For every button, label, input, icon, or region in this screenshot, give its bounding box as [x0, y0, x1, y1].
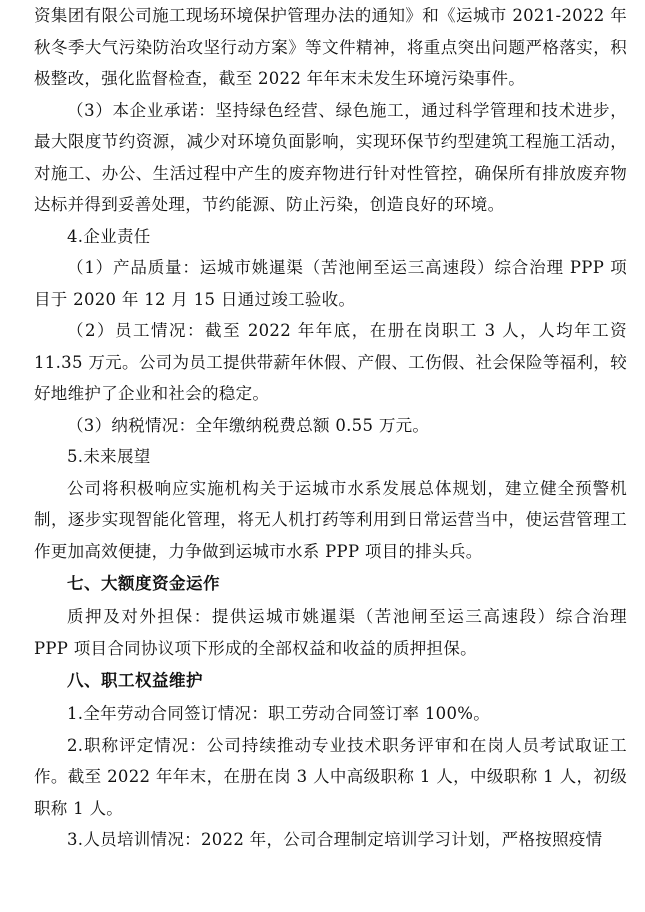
- paragraph-employee-status: （2）员工情况：截至 2022 年年底，在册在岗职工 3 人，人均年工资 11.35 万元。公司为员工提供带薪年休假、产假、工伤假、社会保险等福利，较好地维护了企业和社会的稳定。: [34, 321, 627, 403]
- section-heading-employee-rights: 八、职工权益维护: [67, 671, 203, 690]
- paragraph-environment-notice: 资集团有限公司施工现场环境保护管理办法的通知》和《运城市 2021-2022 年秋冬季大气污染防治攻坚行动方案》等文件精神，将重点突出问题严格落实，积极整改，强化监督检查，截至 2022 年年末未发生环境污染事件。: [34, 6, 627, 88]
- paragraph-labor-contracts: 1.全年劳动合同签订情况：职工劳动合同签订率 100%。: [67, 704, 491, 723]
- paragraph-future-outlook: 公司将积极响应实施机构关于运城市水系发展总体规划，建立健全预警机制，逐步实现智能化管理，将无人机打药等利用到日常运营当中，使运营管理工作更加高效便捷，力争做到运城市水系 PPP 项目的排头兵。: [34, 478, 627, 561]
- section-heading-large-fund-operation: 七、大额度资金运作: [67, 574, 220, 593]
- paragraph-title-evaluation: 2.职称评定情况：公司持续推动专业技术职务评审和在岗人员考试取证工作。截至 2022 年年末，在册在岗 3 人中高级职称 1 人，中级职称 1 人，初级职称 1 人。: [34, 735, 627, 818]
- paragraph-company-commitment: （3）本企业承诺：坚持绿色经营、绿色施工，通过科学管理和技术进步，最大限度节约资源，减少对环境负面影响，实现环保节约型建筑工程施工活动，对施工、办公、生活过程中产生的废弃物进行针对性管控，确保所有排放废弃物达标并得到妥善处理，节约能源、防止污染，创造良好的环境。: [34, 100, 627, 214]
- subheading-future-outlook: 5.未来展望: [67, 447, 151, 466]
- subheading-corporate-responsibility: 4.企业责任: [67, 226, 151, 246]
- paragraph-staff-training: 3.人员培训情况：2022 年，公司合理制定培训学习计划，严格按照疫情: [67, 830, 603, 849]
- paragraph-tax-status: （3）纳税情况：全年缴纳税费总额 0.55 万元。: [67, 415, 430, 435]
- paragraph-pledge-guarantee: 质押及对外担保：提供运城市姚暹渠（苦池闸至运三高速段）综合治理 PPP 项目合同协议项下形成的全部权益和收益的质押担保。: [34, 607, 627, 658]
- paragraph-product-quality: （1）产品质量：运城市姚暹渠（苦池闸至运三高速段）综合治理 PPP 项目于 2020 年 12 月 15 日通过竣工验收。: [34, 258, 627, 309]
